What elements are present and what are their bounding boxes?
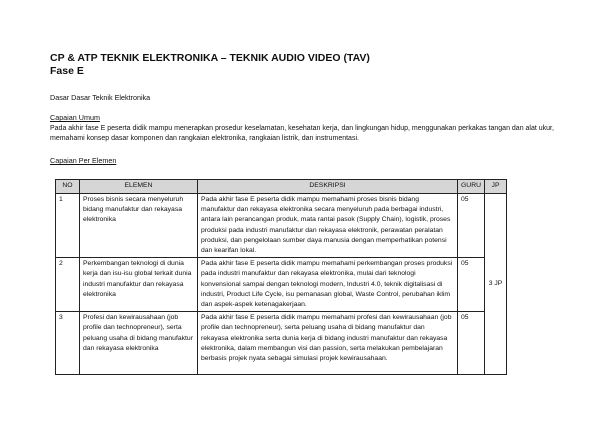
capaian-umum-text: Pada akhir fase E peserta didik mampu menerapkan prosedur keselamatan, kesehatan kerja, dan lingkungan hidup, menggunakan perkakas tangan dan alat ukur, memahami konsep dasar komponen dan rangkaian elektronika, rangkaian listrik, dan instrumentasi. (50, 125, 554, 142)
cell-elemen: Perkembangan teknologi di dunia kerja dan isu-isu global terkait dunia industri manufaktur dan rekayasa elektronika (80, 258, 198, 312)
table-row (56, 194, 507, 258)
column-header-no: NO (56, 180, 80, 194)
elemen-table (55, 179, 507, 375)
subject-name: Dasar Dasar Teknik Elektronika (50, 93, 151, 102)
cell-jp: 3 JP (485, 194, 507, 375)
column-header-deskripsi: DESKRIPSI (198, 180, 458, 194)
cell-guru: 05 (458, 258, 485, 312)
column-header-jp: JP (485, 180, 507, 194)
column-header-elemen: ELEMEN (80, 180, 198, 194)
cell-no: 2 (56, 258, 80, 312)
capaian-umum-heading: Capaian Umum (50, 113, 100, 122)
column-header-guru: GURU (458, 180, 485, 194)
cell-no: 1 (56, 194, 80, 258)
cell-deskripsi: Pada akhir fase E peserta didik mampu memahami profesi dan kewirausahaan (job profile dan technopreneur), serta peluang usaha di bidang manufaktur dan rekayasa elektronika serta dunia kerja di bidang industri manufaktur dan rekayasa elektronika, dalam membangun visi dan passion, serta melakukan pembelajaran berbasis projek nyata sebagai simulasi projek kewirausahaan. (198, 312, 458, 375)
cell-no: 3 (56, 312, 80, 375)
table-header-row (56, 180, 507, 194)
cell-guru: 05 (458, 312, 485, 375)
table-row (56, 258, 507, 312)
table-row (56, 312, 507, 375)
document-title: CP & ATP TEKNIK ELEKTRONIKA – TEKNIK AUDIO VIDEO (TAV) (50, 52, 370, 64)
cell-elemen: Proses bisnis secara menyeluruh bidang manufaktur dan rekayasa elektronika (80, 194, 198, 258)
document-subtitle: Fase E (50, 65, 84, 77)
cell-guru: 05 (458, 194, 485, 258)
cell-deskripsi: Pada akhir fase E peserta didik mampu memahami proses bisnis bidang manufaktur dan rekayasa elektronika secara menyeluruh pada berbagai industri, antara lain perancangan produk, mata rantai pasok (Supply Chain), logistik, proses produksi pada industri manufaktur dan rekayasa elektronik, perawatan peralatan produksi, dan pengelolaan sumber daya manusia dengan memperhatikan potensi dan kearifan lokal. (198, 194, 458, 258)
capaian-per-elemen-heading: Capaian Per Elemen (50, 156, 117, 165)
cell-deskripsi: Pada akhir fase E peserta didik mampu memahami perkembangan proses produksi pada industri manufaktur dan rekayasa elektronika, mulai dari teknologi konvensional sampai dengan teknologi modern, Industri 4.0, teknik digitalisasi di industri, Product Life Cycle, isu pemanasan global, Waste Control, perubahan iklim dan aspek-aspek ketenagakerjaan. (198, 258, 458, 312)
cell-elemen: Profesi dan kewirausahaan (job profile dan technopreneur), serta peluang usaha di bidang manufaktur dan rekayasa elektronika (80, 312, 198, 375)
